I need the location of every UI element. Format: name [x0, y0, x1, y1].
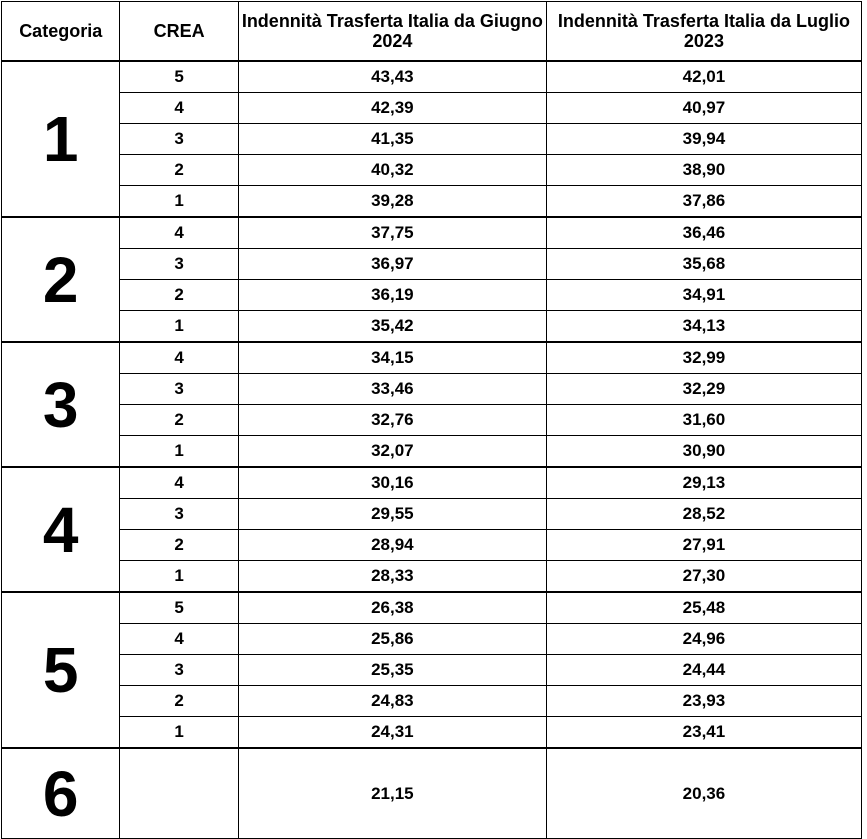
giugno-2024-cell: 36,97	[238, 249, 546, 280]
giugno-2024-cell: 35,42	[238, 311, 546, 343]
giugno-2024-cell: 32,76	[238, 405, 546, 436]
crea-cell: 4	[120, 342, 238, 374]
crea-cell: 1	[120, 186, 238, 218]
crea-cell: 1	[120, 311, 238, 343]
table-row	[2, 655, 862, 686]
giugno-2024-cell: 43,43	[238, 61, 546, 93]
table-row	[2, 686, 862, 717]
giugno-2024-cell: 28,33	[238, 561, 546, 593]
luglio-2023-cell: 32,99	[546, 342, 861, 374]
luglio-2023-cell: 28,52	[546, 499, 861, 530]
categoria-cell: 2	[2, 217, 120, 342]
categoria-cell: 6	[2, 748, 120, 839]
giugno-2024-cell: 37,75	[238, 217, 546, 249]
crea-cell: 4	[120, 467, 238, 499]
crea-cell: 4	[120, 624, 238, 655]
giugno-2024-cell: 40,32	[238, 155, 546, 186]
header-categoria: Categoria	[2, 2, 120, 62]
crea-cell: 3	[120, 374, 238, 405]
luglio-2023-cell: 23,93	[546, 686, 861, 717]
luglio-2023-cell: 24,44	[546, 655, 861, 686]
categoria-cell: 5	[2, 592, 120, 748]
table-row	[2, 249, 862, 280]
table-row	[2, 592, 862, 624]
crea-cell: 2	[120, 530, 238, 561]
luglio-2023-cell: 27,91	[546, 530, 861, 561]
luglio-2023-cell: 37,86	[546, 186, 861, 218]
table-row	[2, 311, 862, 343]
giugno-2024-cell: 32,07	[238, 436, 546, 468]
luglio-2023-cell: 34,91	[546, 280, 861, 311]
table-row	[2, 530, 862, 561]
giugno-2024-cell: 21,15	[238, 748, 546, 839]
crea-cell: 4	[120, 217, 238, 249]
luglio-2023-cell: 39,94	[546, 124, 861, 155]
crea-cell: 2	[120, 155, 238, 186]
luglio-2023-cell: 38,90	[546, 155, 861, 186]
giugno-2024-cell: 29,55	[238, 499, 546, 530]
header-luglio-2023: Indennità Trasferta Italia da Luglio 2023	[546, 2, 861, 62]
giugno-2024-cell: 41,35	[238, 124, 546, 155]
giugno-2024-cell: 25,86	[238, 624, 546, 655]
luglio-2023-cell: 30,90	[546, 436, 861, 468]
table-row	[2, 405, 862, 436]
luglio-2023-cell: 31,60	[546, 405, 861, 436]
luglio-2023-cell: 35,68	[546, 249, 861, 280]
categoria-cell: 4	[2, 467, 120, 592]
indennita-table	[1, 1, 862, 839]
giugno-2024-cell: 39,28	[238, 186, 546, 218]
luglio-2023-cell: 24,96	[546, 624, 861, 655]
luglio-2023-cell: 20,36	[546, 748, 861, 839]
table-body	[2, 61, 862, 839]
crea-cell: 2	[120, 405, 238, 436]
luglio-2023-cell: 25,48	[546, 592, 861, 624]
crea-cell: 3	[120, 499, 238, 530]
crea-cell: 3	[120, 655, 238, 686]
header-crea: CREA	[120, 2, 238, 62]
crea-cell: 1	[120, 561, 238, 593]
table-row	[2, 124, 862, 155]
giugno-2024-cell: 24,31	[238, 717, 546, 749]
giugno-2024-cell: 26,38	[238, 592, 546, 624]
luglio-2023-cell: 40,97	[546, 93, 861, 124]
giugno-2024-cell: 36,19	[238, 280, 546, 311]
crea-cell: 4	[120, 93, 238, 124]
luglio-2023-cell: 42,01	[546, 61, 861, 93]
giugno-2024-cell: 24,83	[238, 686, 546, 717]
crea-cell	[120, 748, 238, 839]
categoria-cell: 3	[2, 342, 120, 467]
luglio-2023-cell: 32,29	[546, 374, 861, 405]
table-row	[2, 342, 862, 374]
giugno-2024-cell: 34,15	[238, 342, 546, 374]
crea-cell: 2	[120, 280, 238, 311]
crea-cell: 5	[120, 592, 238, 624]
crea-cell: 1	[120, 717, 238, 749]
header-row	[2, 2, 862, 62]
crea-cell: 5	[120, 61, 238, 93]
categoria-cell: 1	[2, 61, 120, 217]
table-row	[2, 624, 862, 655]
table-row	[2, 61, 862, 93]
giugno-2024-cell: 30,16	[238, 467, 546, 499]
table-row	[2, 186, 862, 218]
table-row	[2, 217, 862, 249]
table-row	[2, 93, 862, 124]
table-row	[2, 748, 862, 839]
giugno-2024-cell: 25,35	[238, 655, 546, 686]
giugno-2024-cell: 28,94	[238, 530, 546, 561]
luglio-2023-cell: 23,41	[546, 717, 861, 749]
crea-cell: 3	[120, 249, 238, 280]
crea-cell: 3	[120, 124, 238, 155]
luglio-2023-cell: 29,13	[546, 467, 861, 499]
table-row	[2, 374, 862, 405]
crea-cell: 2	[120, 686, 238, 717]
giugno-2024-cell: 33,46	[238, 374, 546, 405]
giugno-2024-cell: 42,39	[238, 93, 546, 124]
table-row	[2, 467, 862, 499]
luglio-2023-cell: 36,46	[546, 217, 861, 249]
header-giugno-2024: Indennità Trasferta Italia da Giugno 2024	[238, 2, 546, 62]
table-row	[2, 561, 862, 593]
table-row	[2, 280, 862, 311]
table-row	[2, 155, 862, 186]
table-row	[2, 717, 862, 749]
table-row	[2, 499, 862, 530]
crea-cell: 1	[120, 436, 238, 468]
table-row	[2, 436, 862, 468]
luglio-2023-cell: 34,13	[546, 311, 861, 343]
luglio-2023-cell: 27,30	[546, 561, 861, 593]
